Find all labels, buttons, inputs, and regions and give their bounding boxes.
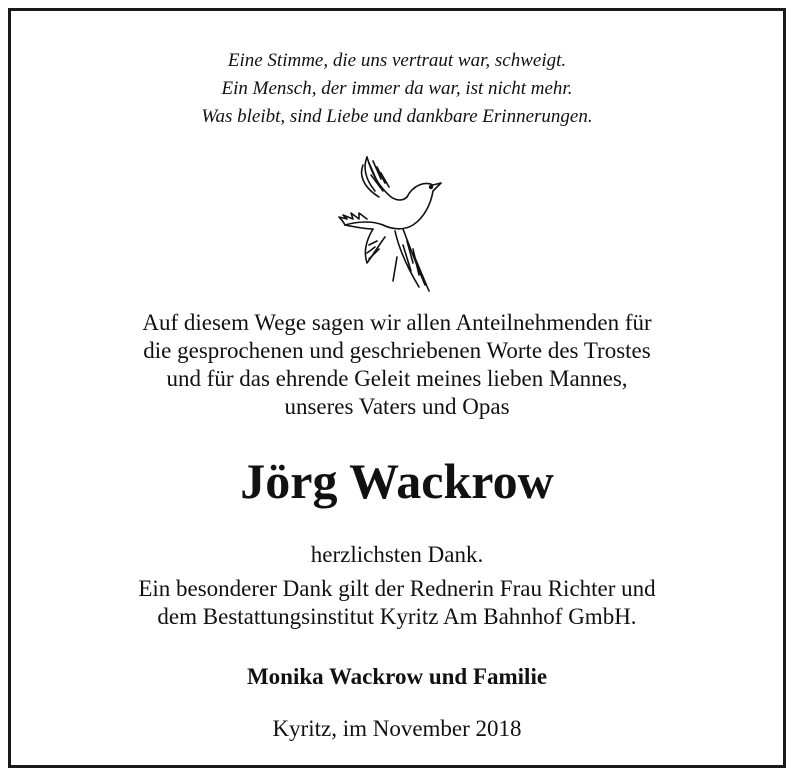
message-line: und für das ehrende Geleit meines lieben Mannes,: [166, 366, 628, 391]
special-thanks-line: Ein besonderer Dank gilt der Rednerin Frau Richter und: [138, 576, 656, 601]
poem-line: Eine Stimme, die uns vertraut war, schweigt.: [227, 50, 567, 71]
message-line: unseres Vaters und Opas: [284, 394, 510, 419]
obituary-frame: [8, 8, 786, 768]
memorial-poem: [11, 47, 783, 131]
thanks-section: [11, 541, 783, 631]
poem-line: Was bleibt, sind Liebe und dankbare Erinnerungen.: [201, 106, 593, 127]
poem-line: Ein Mensch, der immer da war, ist nicht mehr.: [221, 78, 573, 99]
message-line: die gesprochenen und geschriebenen Worte des Trostes: [143, 338, 651, 363]
place-date: Kyritz, im November 2018: [272, 716, 522, 741]
thanks-line: herzlichsten Dank.: [310, 542, 484, 567]
acknowledgment-text: [11, 309, 783, 421]
special-thanks-line: dem Bestattungsinstitut Kyritz Am Bahnhof GmbH.: [157, 604, 637, 629]
message-line: Auf diesem Wege sagen wir allen Anteilnehmenden für: [142, 310, 652, 335]
deceased-name: Jörg Wackrow: [240, 453, 554, 509]
family-signature: Monika Wackrow und Familie: [246, 664, 548, 689]
dove-icon: [333, 145, 443, 293]
